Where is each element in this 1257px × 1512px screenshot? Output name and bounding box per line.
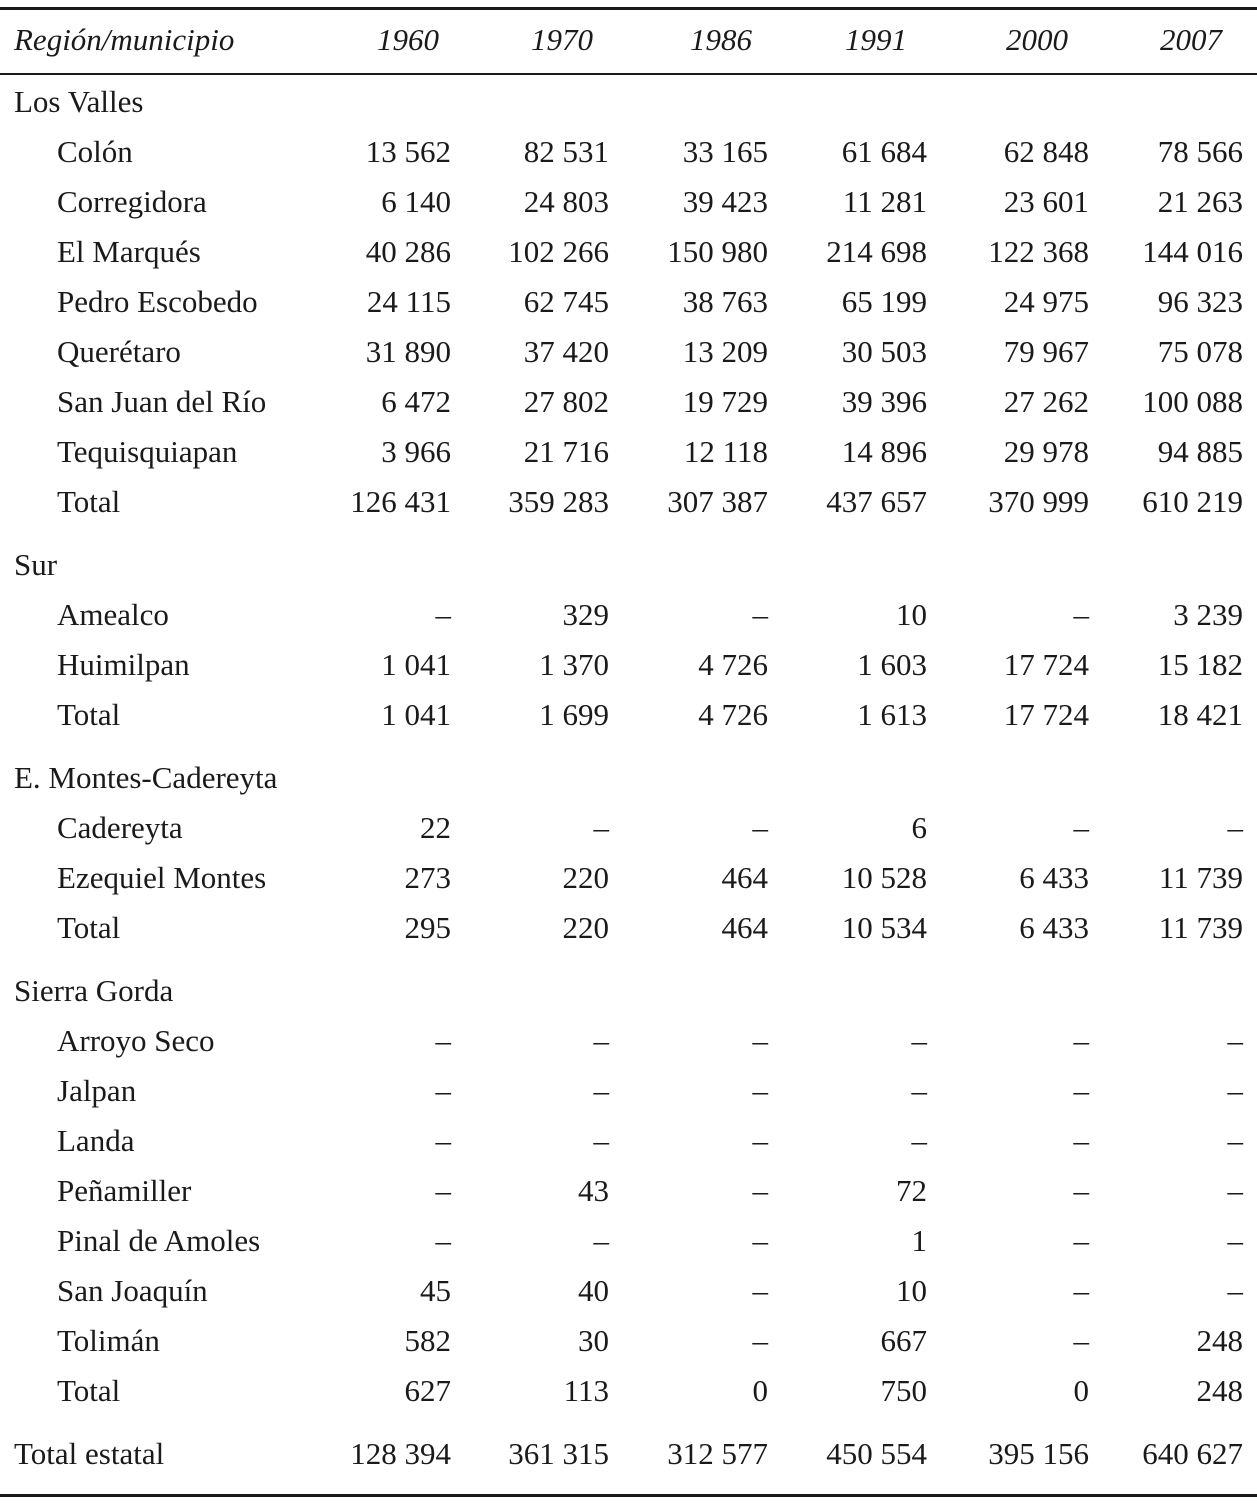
table-cell: 75 078 (1157, 334, 1243, 369)
table-cell: 4 726 (698, 697, 768, 732)
table-cell: 24 975 (1003, 284, 1089, 319)
table-cell: 0 (752, 1373, 768, 1408)
header-region-label: Región/municipio (14, 22, 235, 57)
table-cell: 94 885 (1157, 434, 1243, 469)
table-cell: 6 140 (381, 184, 451, 219)
table-cell: 13 562 (365, 134, 451, 169)
table-row (0, 327, 1257, 377)
header-rule (0, 73, 1257, 75)
table-cell: 295 (404, 910, 451, 945)
table-cell: 6 433 (1019, 910, 1089, 945)
table-cell: 11 281 (842, 184, 927, 219)
table-row (0, 1266, 1257, 1316)
table-cell: 248 (1196, 1323, 1243, 1358)
table-cell: – (435, 1223, 451, 1258)
table-row-label: El Marqués (57, 234, 201, 269)
bottom-rule (0, 1494, 1257, 1497)
table-row (0, 590, 1257, 640)
table-cell: 22 (420, 810, 451, 845)
region-total-row (0, 477, 1257, 527)
table-row-label: Huimilpan (57, 647, 190, 682)
table-cell: – (1073, 1223, 1089, 1258)
table-cell: 220 (562, 860, 609, 895)
table-row-label: Colón (57, 134, 133, 169)
table-row (0, 853, 1257, 903)
table-row (0, 1116, 1257, 1166)
table-cell: 23 601 (1003, 184, 1089, 219)
table-cell: – (1227, 1273, 1243, 1308)
region-total-row (0, 1366, 1257, 1416)
region-total-row (0, 903, 1257, 953)
table-row-label: Querétaro (57, 334, 181, 369)
table-cell: 220 (562, 910, 609, 945)
table-cell: 312 577 (667, 1436, 768, 1471)
table-cell: 0 (1073, 1373, 1089, 1408)
table-cell: 1 370 (539, 647, 609, 682)
table-row (0, 1166, 1257, 1216)
table-cell: 126 431 (350, 484, 451, 519)
table-cell: 79 967 (1003, 334, 1089, 369)
table-cell: 62 848 (1003, 134, 1089, 169)
table-cell: – (1227, 1223, 1243, 1258)
table-cell: 30 (578, 1323, 609, 1358)
grand-total-row (0, 1429, 1257, 1479)
table-cell: 45 (420, 1273, 451, 1308)
table-cell: 39 423 (682, 184, 768, 219)
table-cell: 395 156 (988, 1436, 1089, 1471)
table-cell: – (752, 1273, 768, 1308)
table-cell: 65 199 (841, 284, 927, 319)
table-cell: 248 (1196, 1373, 1243, 1408)
table-row (0, 1066, 1257, 1116)
table-cell: – (1227, 1173, 1243, 1208)
region-heading-label: E. Montes-Cadereyta (14, 760, 278, 795)
table-cell: 329 (562, 597, 609, 632)
table-cell: 144 016 (1142, 234, 1243, 269)
table-cell: 150 980 (667, 234, 768, 269)
table-cell: – (1073, 810, 1089, 845)
table-cell: 307 387 (667, 484, 768, 519)
table-cell: 610 219 (1142, 484, 1243, 519)
table-cell: 10 534 (841, 910, 927, 945)
table-row-label: Tequisquiapan (57, 434, 238, 469)
table-cell: 6 433 (1019, 860, 1089, 895)
table-cell: 82 531 (523, 134, 609, 169)
table-cell: 13 209 (682, 334, 768, 369)
table-cell: – (435, 597, 451, 632)
table-row (0, 227, 1257, 277)
region-total-row-label: Total (57, 1373, 121, 1408)
table-cell: – (435, 1023, 451, 1058)
table-row-label: Corregidora (57, 184, 207, 219)
table-cell: 96 323 (1157, 284, 1243, 319)
region-heading (0, 966, 1257, 1016)
table-cell: 62 745 (523, 284, 609, 319)
table-cell: 1 (911, 1223, 927, 1258)
table-row-label: Arroyo Seco (57, 1023, 215, 1058)
region-heading-label: Los Valles (14, 84, 144, 119)
table-cell: 24 803 (523, 184, 609, 219)
table-cell: 11 739 (1158, 860, 1243, 895)
table-cell: 21 716 (523, 434, 609, 469)
table-cell: – (1073, 1123, 1089, 1158)
region-heading (0, 753, 1257, 803)
table-cell: – (1073, 1273, 1089, 1308)
table-cell: 667 (880, 1323, 927, 1358)
table-cell: 122 368 (988, 234, 1089, 269)
table-row-label: Ezequiel Montes (57, 860, 267, 895)
table-cell: – (593, 810, 609, 845)
table-cell: – (1227, 1073, 1243, 1108)
table-row (0, 1016, 1257, 1066)
table-cell: 72 (896, 1173, 927, 1208)
table-cell: 359 283 (508, 484, 609, 519)
region-total-row-label: Total (57, 910, 121, 945)
table-cell: 10 (896, 1273, 927, 1308)
table-cell: 19 729 (682, 384, 768, 419)
table-cell: 10 (896, 597, 927, 632)
region-total-row-label: Total (57, 484, 121, 519)
table-cell: 30 503 (841, 334, 927, 369)
table-cell: 17 724 (1003, 647, 1089, 682)
table-row (0, 427, 1257, 477)
table-cell: 4 726 (698, 647, 768, 682)
table-row (0, 1316, 1257, 1366)
table-cell: – (752, 810, 768, 845)
table-row-label: San Joaquín (57, 1273, 208, 1308)
table-cell: 464 (721, 860, 768, 895)
table-row-label: Pinal de Amoles (57, 1223, 261, 1258)
table-cell: – (1073, 1173, 1089, 1208)
table-cell: 113 (563, 1373, 609, 1408)
header-year-2007: 2007 (1160, 22, 1222, 57)
header-year-2000: 2000 (1006, 22, 1068, 57)
table-cell: 27 802 (523, 384, 609, 419)
table-cell: 78 566 (1157, 134, 1243, 169)
region-heading-label: Sierra Gorda (14, 973, 174, 1008)
table-row-label: Amealco (57, 597, 169, 632)
table-cell: 1 613 (857, 697, 927, 732)
table-cell: 1 041 (381, 697, 451, 732)
table-cell: – (1227, 1023, 1243, 1058)
table-cell: – (593, 1123, 609, 1158)
table-cell: 370 999 (988, 484, 1089, 519)
table-cell: 627 (404, 1373, 451, 1408)
table-cell: 3 239 (1173, 597, 1243, 632)
table-cell: – (593, 1023, 609, 1058)
table-cell: 17 724 (1003, 697, 1089, 732)
table-cell: 10 528 (841, 860, 927, 895)
region-heading (0, 540, 1257, 590)
table-cell: 437 657 (826, 484, 927, 519)
table-cell: – (435, 1173, 451, 1208)
table-cell: – (435, 1073, 451, 1108)
table-cell: – (1227, 810, 1243, 845)
table-cell: 6 472 (381, 384, 451, 419)
table-cell: – (1227, 1123, 1243, 1158)
table-cell: 6 (911, 810, 927, 845)
table-row (0, 640, 1257, 690)
table-cell: 43 (578, 1173, 609, 1208)
table-cell: 361 315 (508, 1436, 609, 1471)
table-cell: – (593, 1223, 609, 1258)
table-cell: 640 627 (1142, 1436, 1243, 1471)
table-cell: 29 978 (1003, 434, 1089, 469)
header-year-1970: 1970 (531, 22, 593, 57)
table-cell: – (752, 1023, 768, 1058)
table-cell: – (752, 1073, 768, 1108)
header-row (0, 15, 1257, 65)
header-year-1991: 1991 (845, 22, 907, 57)
table-cell: 37 420 (523, 334, 609, 369)
table-row-label: Landa (57, 1123, 135, 1158)
table-row-label: Jalpan (57, 1073, 137, 1108)
table-cell: 3 966 (381, 434, 451, 469)
table-cell: 38 763 (682, 284, 768, 319)
table-cell: 582 (404, 1323, 451, 1358)
table-cell: 1 041 (381, 647, 451, 682)
header-year-1960: 1960 (377, 22, 439, 57)
table-cell: – (752, 1173, 768, 1208)
region-total-row (0, 690, 1257, 740)
table-row (0, 377, 1257, 427)
table-cell: – (752, 1223, 768, 1258)
table-cell: – (752, 597, 768, 632)
table-cell: – (911, 1073, 927, 1108)
table-cell: 40 (578, 1273, 609, 1308)
table-row-label: Cadereyta (57, 810, 183, 845)
table-cell: 464 (721, 910, 768, 945)
table-row (0, 277, 1257, 327)
table-cell: – (752, 1123, 768, 1158)
region-heading-label: Sur (14, 547, 58, 582)
table-cell: 14 896 (841, 434, 927, 469)
table-cell: 39 396 (841, 384, 927, 419)
table-cell: 11 739 (1158, 910, 1243, 945)
table-cell: 27 262 (1003, 384, 1089, 419)
table-cell: – (1073, 1023, 1089, 1058)
table-cell: 21 263 (1157, 184, 1243, 219)
table-cell: 100 088 (1142, 384, 1243, 419)
grand-total-row-label: Total estatal (14, 1436, 165, 1471)
table-cell: 128 394 (350, 1436, 451, 1471)
table-cell: 102 266 (508, 234, 609, 269)
table-cell: 15 182 (1157, 647, 1243, 682)
table-cell: 1 603 (857, 647, 927, 682)
table-cell: 750 (880, 1373, 927, 1408)
region-heading (0, 77, 1257, 127)
table-cell: – (435, 1123, 451, 1158)
table-row (0, 1216, 1257, 1266)
table-cell: – (752, 1323, 768, 1358)
table-cell: 31 890 (365, 334, 451, 369)
table-cell: 214 698 (826, 234, 927, 269)
table-cell: – (593, 1073, 609, 1108)
table-cell: 273 (404, 860, 451, 895)
table-cell: 1 699 (539, 697, 609, 732)
table-row-label: Pedro Escobedo (57, 284, 258, 319)
header-year-1986: 1986 (690, 22, 752, 57)
table-cell: 450 554 (826, 1436, 927, 1471)
table-cell: – (1073, 1323, 1089, 1358)
table-row-label: Tolimán (57, 1323, 160, 1358)
table-cell: 12 118 (683, 434, 768, 469)
table-cell: – (911, 1023, 927, 1058)
table-row-label: Peñamiller (57, 1173, 192, 1208)
table-cell: 18 421 (1157, 697, 1243, 732)
table-row (0, 177, 1257, 227)
table-cell: – (911, 1123, 927, 1158)
table-cell: 61 684 (841, 134, 927, 169)
region-total-row-label: Total (57, 697, 121, 732)
table-row (0, 803, 1257, 853)
table-cell: 33 165 (682, 134, 768, 169)
top-rule (0, 7, 1257, 10)
table-cell: 40 286 (365, 234, 451, 269)
table-cell: – (1073, 597, 1089, 632)
table-row-label: San Juan del Río (57, 384, 267, 419)
table-row (0, 127, 1257, 177)
table-cell: – (1073, 1073, 1089, 1108)
table-cell: 24 115 (366, 284, 451, 319)
